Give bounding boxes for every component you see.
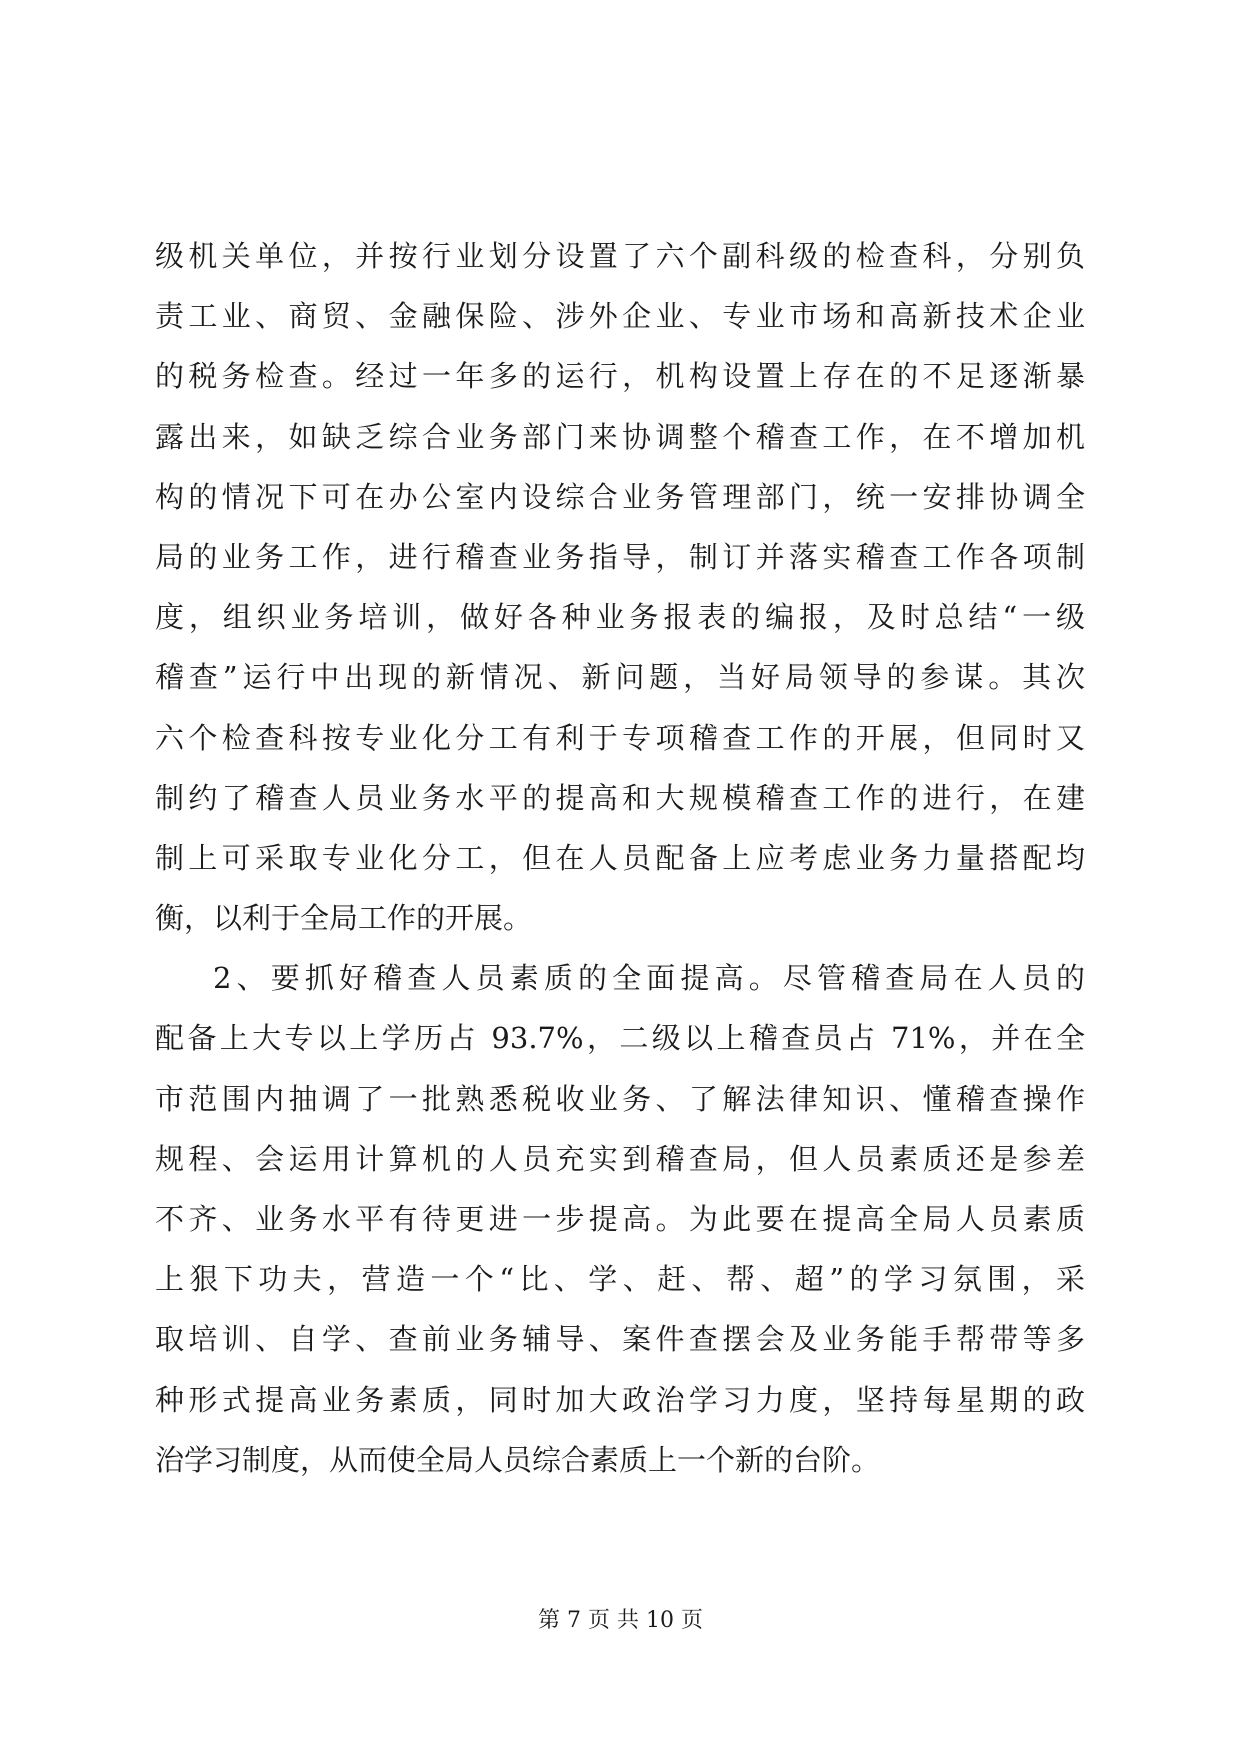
text-line: 局的业务工作，进行稽查业务指导，制订并落实稽查工作各项制: [155, 539, 1085, 574]
text-line: 构的情况下可在办公室内设综合业务管理部门，统一安排协调全: [155, 479, 1085, 514]
text-line: 规程、会运用计算机的人员充实到稽查局，但人员素质还是参差: [155, 1141, 1085, 1176]
paragraph-start-line: 2、要抓好稽查人员素质的全面提高。尽管稽查局在人员的: [213, 961, 1085, 996]
text-line: 市范围内抽调了一批熟悉税收业务、了解法律知识、懂稽查操作: [155, 1081, 1085, 1116]
text-line: 治学习制度，从而使全局人员综合素质上一个新的台阶。: [155, 1442, 881, 1477]
body-text: [155, 226, 1085, 1490]
text-line: 取培训、自学、查前业务辅导、案件查摆会及业务能手帮带等多: [155, 1322, 1085, 1357]
text-line: 上狠下功夫，营造一个“比、学、赶、帮、超”的学习氛围，采: [155, 1262, 1085, 1297]
page-number-footer: 第 7 页 共 10 页: [538, 1608, 703, 1633]
text-line: 六个检查科按专业化分工有利于专项稽查工作的开展，但同时又: [155, 720, 1085, 755]
text-line: 责工业、商贸、金融保险、涉外企业、专业市场和高新技术企业: [155, 299, 1085, 334]
text-line: 制上可采取专业化分工，但在人员配备上应考虑业务力量搭配均: [155, 840, 1085, 875]
text-line: 级机关单位，并按行业划分设置了六个副科级的检查科，分别负: [155, 239, 1085, 273]
text-line: 衡，以利于全局工作的开展。: [155, 901, 533, 936]
text-line: 度，组织业务培训，做好各种业务报表的编报，及时总结“一级: [155, 600, 1085, 635]
text-line: 种形式提高业务素质，同时加大政治学习力度，坚持每星期的政: [155, 1382, 1085, 1417]
text-line: 稽查”运行中出现的新情况、新问题，当好局领导的参谋。其次: [155, 660, 1085, 695]
text-line: 配备上大专以上学历占 93.7%，二级以上稽查员占 71%，并在全: [155, 1021, 1085, 1056]
text-line: 的税务检查。经过一年多的运行，机构设置上存在的不足逐渐暴: [155, 359, 1085, 394]
text-line: 露出来，如缺乏综合业务部门来协调整个稽查工作，在不增加机: [155, 419, 1085, 454]
text-line: 不齐、业务水平有待更进一步提高。为此要在提高全局人员素质: [155, 1202, 1085, 1236]
text-line: 制约了稽查人员业务水平的提高和大规模稽查工作的进行，在建: [155, 780, 1085, 815]
